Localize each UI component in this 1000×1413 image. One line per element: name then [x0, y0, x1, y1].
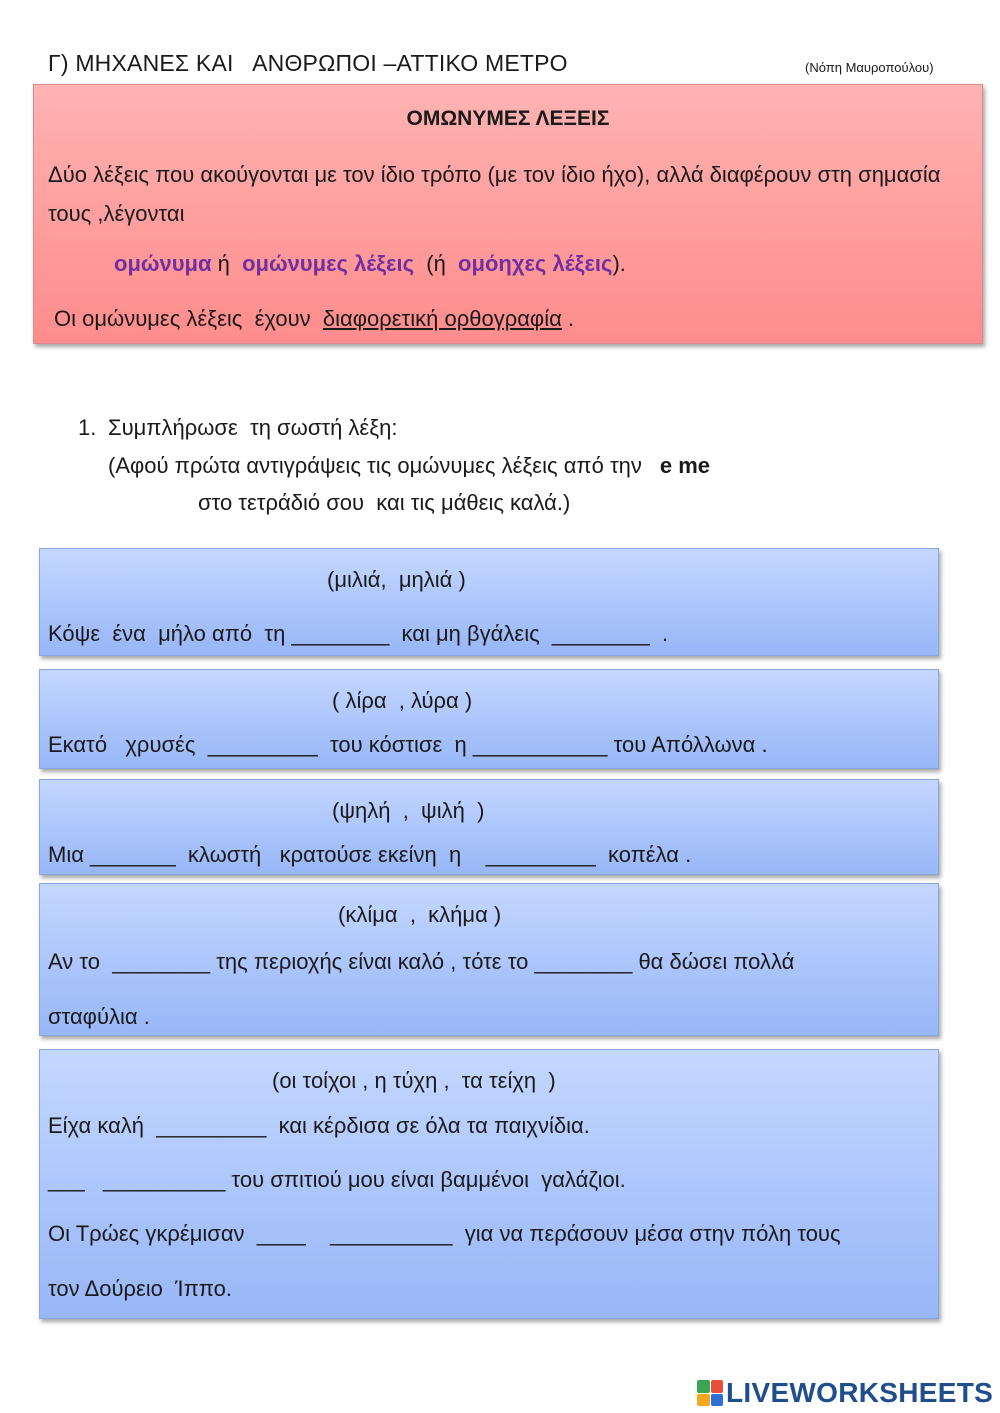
instruction-number: 1. [78, 415, 97, 440]
exercise-box-1 [39, 548, 939, 656]
term-homonyma: ομώνυμα [114, 251, 212, 276]
exercise-words: (μιλιά, μηλιά ) [327, 567, 466, 592]
exercise-words: ( λίρα , λύρα ) [332, 688, 473, 713]
exercise-words: (κλίμα , κλήμα ) [338, 902, 502, 927]
instruction-line-2-text: (Αφού πρώτα αντιγράψεις τις ομώνυμες λέξεις από την [108, 453, 642, 478]
exercise-words: (ψηλή , ψιλή ) [332, 798, 485, 823]
instruction-line-3: στο τετράδιό σου και τις μάθεις καλά.) [198, 490, 571, 515]
liveworksheets-logo-icon [697, 1380, 723, 1406]
instruction-line-2-bold: e me [659, 453, 711, 478]
instruction-line-1: Συμπλήρωσε τη σωστή λέξη: [108, 415, 398, 440]
exercise-sentence: Αν το ________ της περιοχής είναι καλό , τότε το ________ θα δώσει πολλά [48, 949, 795, 974]
exercise-sentence: Κόψε ένα μήλο από τη ________ και μη βγάλεις ________ . [48, 621, 669, 646]
author-name: (Νόπη Μαυροπούλου) [805, 60, 934, 75]
term-separator: (ή [414, 251, 459, 276]
exercise-sentence: Είχα καλή _________ και κέρδισα σε όλα τα παιχνίδια. [48, 1113, 590, 1138]
exercise-sentence: τον Δούρειο Ίππο. [48, 1276, 232, 1301]
note-suffix: . [561, 306, 575, 331]
definition-text: Δύο λέξεις που ακούγονται με τον ίδιο τρόπο (με τον ίδιο ήχο), αλλά διαφέρουν στη σημασία τους ,λέγονται [48, 162, 941, 226]
logo-square [697, 1394, 710, 1407]
definition-title: ΟΜΩΝΥΜΕΣ ΛΕΞΕΙΣ [406, 107, 610, 130]
exercise-words: (οι τοίχοι , η τύχη , τα τείχη ) [272, 1068, 556, 1093]
exercise-sentence: Μια _______ κλωστή κρατούσε εκείνη η _________ κοπέλα . [48, 842, 692, 867]
exercise-box-4 [39, 883, 939, 1036]
exercise-box-3 [39, 779, 939, 875]
exercise-box-2 [39, 669, 939, 769]
exercise-sentence: Οι Τρώες γκρέμισαν ____ __________ για να περάσουν μέσα στην πόλη τους [48, 1221, 841, 1246]
term-homoiches-lexeis: ομόηχες λέξεις [458, 251, 613, 276]
logo-square [711, 1394, 724, 1407]
exercise-sentence: σταφύλια . [48, 1004, 150, 1029]
term-homonymes-lexeis: ομώνυμες λέξεις [242, 251, 415, 276]
term-separator: ή [211, 251, 243, 276]
liveworksheets-logo[interactable] [697, 1376, 993, 1410]
note-underlined: διαφορετική ορθογραφία [322, 306, 562, 331]
logo-square [697, 1380, 710, 1393]
logo-square [711, 1380, 724, 1393]
definition-note [54, 306, 574, 332]
exercise-sentence: Εκατό χρυσές _________ του κόστισε η ___________ του Απόλλωνα . [48, 732, 768, 757]
exercise-sentence: ___ __________ του σπιτιού μου είναι βαμμένοι γαλάζιοι. [48, 1167, 626, 1192]
logo-text: LIVEWORKSHEETS [726, 1377, 994, 1408]
instruction-line-2 [108, 453, 710, 479]
term-close: ). [612, 251, 626, 276]
definition-box [33, 84, 983, 344]
worksheet-title: Γ) ΜΗΧΑΝΕΣ ΚΑΙ ΑΝΘΡΩΠΟΙ –ΑΤΤΙΚΟ ΜΕΤΡΟ [48, 50, 568, 76]
exercise-box-5 [39, 1049, 939, 1319]
definition-terms [114, 251, 626, 277]
note-prefix: Οι ομώνυμες λέξεις έχουν [54, 306, 323, 331]
